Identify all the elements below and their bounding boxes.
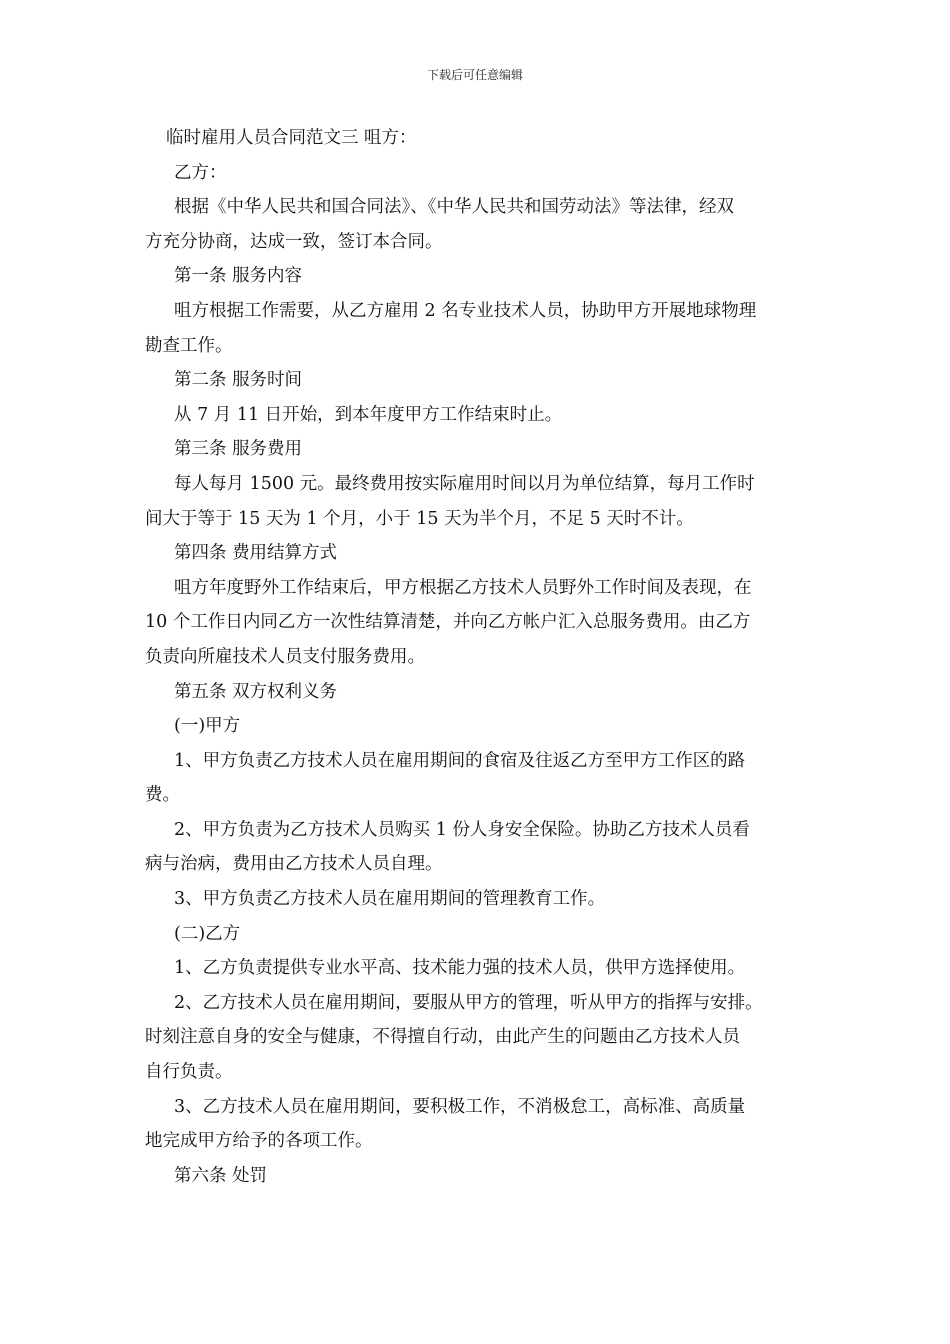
text-line: 费。 xyxy=(145,785,180,806)
text-line: 3、乙方技术人员在雇用期间，要积极工作，不消极怠工，高标准、高质量 xyxy=(174,1096,746,1117)
text-line: 第六条 处罚 xyxy=(174,1165,268,1186)
text-line: 每人每月 1500 元。最终费用按实际雇用时间以月为单位结算，每月工作时 xyxy=(174,473,755,494)
text-line: 病与治病，费用由乙方技术人员自理。 xyxy=(145,854,443,875)
text-line: 临时雇用人员合同范文三 咀方： xyxy=(166,128,417,148)
text-line: 咀方根据工作需要，从乙方雇用 2 名专业技术人员，协助甲方开展地球物理 xyxy=(174,300,757,321)
text-line: 2、乙方技术人员在雇用期间，要服从甲方的管理，听从甲方的指挥与安排。 xyxy=(174,992,763,1013)
text-line: 自行负责。 xyxy=(145,1062,233,1083)
text-line: 乙方： xyxy=(174,162,227,183)
text-line: 第五条 双方权利义务 xyxy=(174,681,338,702)
document-body xyxy=(145,121,810,1193)
text-line: (二)乙方 xyxy=(174,923,241,944)
text-line: 负责向所雇技术人员支付服务费用。 xyxy=(145,646,425,667)
text-line: 第四条 费用结算方式 xyxy=(174,543,338,564)
text-line: (一)甲方 xyxy=(174,716,241,737)
text-line: 3、甲方负责乙方技术人员在雇用期间的管理教育工作。 xyxy=(174,889,606,910)
text-line: 咀方年度野外工作结束后，甲方根据乙方技术人员野外工作时间及表现，在 xyxy=(174,577,752,598)
text-line: 第一条 服务内容 xyxy=(174,266,303,287)
header-note: 下载后可任意编辑 xyxy=(426,68,523,82)
text-line: 时刻注意自身的安全与健康，不得擅自行动，由此产生的问题由乙方技术人员 xyxy=(145,1027,740,1048)
text-line: 2、甲方负责为乙方技术人员购买 1 份人身安全保险。协助乙方技术人员看 xyxy=(174,819,750,840)
text-line: 10 个工作日内同乙方一次性结算清楚，并向乙方帐户汇入总服务费用。由乙方 xyxy=(145,612,751,633)
text-line: 间大于等于 15 天为 1 个月，小于 15 天为半个月，不足 5 天时不计。 xyxy=(145,508,694,529)
text-line: 第二条 服务时间 xyxy=(174,370,303,391)
text-line: 1、甲方负责乙方技术人员在雇用期间的食宿及往返乙方至甲方工作区的路 xyxy=(174,750,746,771)
text-line: 1、乙方负责提供专业水平高、技术能力强的技术人员，供甲方选择使用。 xyxy=(174,958,746,979)
text-line: 根据《中华人民共和国合同法》、《中华人民共和国劳动法》等法律，经双 xyxy=(174,197,734,218)
text-line: 地完成甲方给予的各项工作。 xyxy=(145,1131,373,1152)
text-line: 方充分协商，达成一致，签订本合同。 xyxy=(145,231,443,252)
text-line: 第三条 服务费用 xyxy=(174,439,303,460)
text-line: 从 7 月 11 日开始，到本年度甲方工作结束时止。 xyxy=(174,404,563,425)
text-line: 勘查工作。 xyxy=(145,335,233,356)
